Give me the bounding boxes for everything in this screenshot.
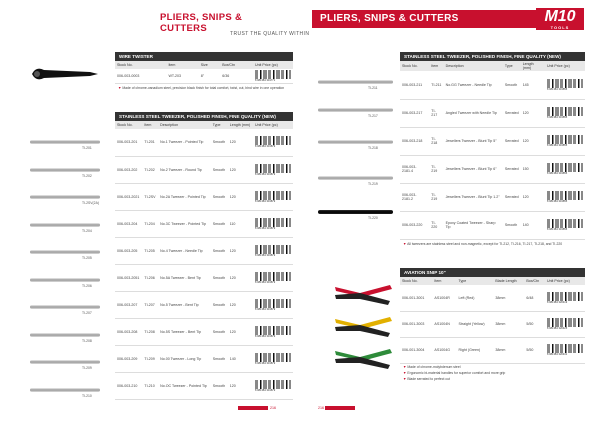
tweezer-image: [30, 333, 100, 337]
column-header: Type: [456, 277, 493, 285]
barcode-number: 8 981384 319879: [255, 145, 276, 149]
barcode-number: 8 981384 319855: [547, 87, 568, 91]
table-row: [115, 264, 293, 291]
table-cell: TI-219: [429, 155, 443, 183]
table-cell: Angled Tweezer with Needle Tip: [444, 99, 503, 127]
table-cell: No.1 Tweezer - Pointed Tip: [158, 129, 211, 156]
tweezer-image-label: TI-209: [82, 366, 92, 370]
snip-yellow: [335, 317, 392, 337]
table-cell: 006-003-2021: [115, 183, 142, 210]
table-cell: TI-219: [429, 183, 443, 211]
tweezer-image-label: TI-2SV(2A): [82, 201, 99, 205]
table-cell: 006-003-202: [115, 156, 142, 183]
tweezer-image: [30, 223, 100, 227]
barcode-graphic: [255, 245, 291, 254]
table-cell: 5/50: [524, 337, 545, 363]
barcode-graphic: [255, 191, 291, 200]
note-text: Blade serrated to perfect cut: [407, 376, 450, 381]
wire-twister-table: [115, 61, 293, 84]
table-cell: TI-201: [142, 129, 158, 156]
table-cell: Smooth: [503, 211, 521, 239]
table-cell: 120: [228, 156, 253, 183]
table-row: [115, 129, 293, 156]
tweezer-image: [30, 140, 100, 144]
table-cell: Jewellers Tweezer - Blunt Tip 6": [444, 155, 503, 183]
aviation-snip-table: [400, 277, 585, 364]
table-cell: Epoxy Coated Tweezer - Sharp Tip: [444, 211, 503, 239]
aviation-snip-note: [400, 376, 585, 382]
table-cell: 006-003-2051: [115, 264, 142, 291]
tweezer-image-label: TI-219: [368, 182, 378, 186]
right-page-title: PLIERS, SNIPS & CUTTERS: [312, 10, 538, 28]
table-cell: No.2A Tweezer - Pointed Tip: [158, 183, 211, 210]
tweezer-right-title: STAINLESS STEEL TWEEZER, POLISHED FINISH, FINE QUALITY (NEW): [400, 52, 585, 61]
table-row: [400, 127, 585, 155]
barcode-cell: [545, 71, 585, 99]
table-cell: AS1004N: [432, 311, 456, 337]
barcode-graphic: [255, 326, 291, 335]
table-cell: TI-205: [142, 237, 158, 264]
tweezer-image-label: TI-218: [368, 146, 378, 150]
snip-green: [335, 349, 392, 369]
table-row: [400, 99, 585, 127]
column-header: Description: [444, 61, 503, 71]
tweezer-image: [30, 388, 100, 392]
column-header: Blade Length: [493, 277, 524, 285]
barcode-cell: [253, 237, 293, 264]
table-cell: 120: [228, 291, 253, 318]
barcode-number: 8 981384 319855: [547, 200, 568, 203]
table-row: [400, 311, 585, 337]
tagline: TRUST THE QUALITY WITHIN: [230, 31, 310, 37]
note-text: Ergonomic bi-material handles for superior comfort and more grip: [407, 370, 506, 375]
table-cell: 5/50: [524, 311, 545, 337]
barcode-number: 8 981384 319771: [255, 79, 276, 82]
table-cell: 38mm: [493, 337, 524, 363]
barcode-graphic: [255, 164, 291, 173]
table-cell: No.GG Tweezer - Needle Tip: [444, 71, 503, 99]
table-cell: 006-001-3004: [400, 337, 432, 363]
table-cell: Serrated: [503, 155, 521, 183]
table-cell: Serrated: [503, 183, 521, 211]
table-cell: No.3C Tweezer - Pointed Tip: [158, 210, 211, 237]
table-cell: 006-003-220: [400, 211, 429, 239]
barcode-number: 8 981384 319879: [255, 280, 276, 284]
table-cell: 140: [521, 211, 545, 239]
table-cell: 006-003-2181.4: [400, 155, 429, 183]
table-cell: 120: [228, 183, 253, 210]
tweezer-image: [30, 250, 100, 254]
tweezer-image-label: TI-208: [82, 338, 92, 343]
column-header: Unit Price (pc): [253, 61, 293, 69]
table-cell: Smooth: [211, 183, 228, 210]
barcode-graphic: [255, 299, 291, 308]
column-header: Unit Price (pc): [545, 277, 585, 285]
table-row: [115, 69, 293, 84]
column-header: Item: [166, 61, 198, 69]
tweezer-image: [318, 108, 393, 112]
table-cell: TI-220: [429, 211, 443, 239]
table-cell: AS1004G: [432, 337, 456, 363]
barcode-cell: [545, 99, 585, 127]
barcode-cell: [253, 69, 293, 84]
table-cell: 006-003-218: [400, 127, 429, 155]
table-cell: 006-003-0003: [115, 69, 166, 84]
table-cell: Smooth: [211, 318, 228, 345]
table-row: [400, 155, 585, 183]
barcode-cell: [253, 372, 293, 399]
table-row: [115, 210, 293, 237]
tweezer-image: [30, 195, 100, 199]
snip-red: [335, 285, 392, 305]
table-cell: 150: [521, 155, 545, 183]
m10-logo: M10 TOOLS: [536, 8, 584, 30]
barcode-graphic: [547, 191, 583, 200]
column-header: Length (mm): [521, 61, 545, 71]
table-cell: No.5S Tweezer - Bent Tip: [158, 318, 211, 345]
wire-twister-note: ▼ Made of chrome-vanadium steel, precision black finish for total comfort, twist, cut, bind wire in one operation: [118, 86, 285, 90]
note-text: Made of chrome-molybdenum steel: [407, 364, 461, 369]
table-cell: No.5A Tweezer - Bent Tip: [158, 264, 211, 291]
barcode-number: 8 981384 319879: [255, 361, 276, 365]
table-cell: TI-204: [142, 210, 158, 237]
barcode-graphic: [547, 318, 583, 327]
column-header: Description: [158, 121, 211, 129]
tweezer-image: [30, 305, 100, 309]
tweezer-image-label: TI-220: [368, 216, 378, 220]
barcode-cell: [253, 210, 293, 237]
column-header: Item: [142, 121, 158, 129]
barcode-graphic: [255, 70, 291, 79]
table-cell: 006-003-210: [115, 372, 142, 399]
table-cell: 6/36: [220, 69, 253, 84]
column-header: Stock No.: [400, 61, 429, 71]
column-header: Stock No.: [115, 121, 142, 129]
table-cell: Smooth: [211, 345, 228, 372]
tweezer-image: [30, 168, 100, 172]
note-bullet-icon: ▼: [403, 376, 408, 381]
table-cell: Left (Red): [456, 285, 493, 311]
barcode-cell: [545, 183, 585, 211]
table-cell: 006-003-217: [400, 99, 429, 127]
table-cell: 006-003-209: [115, 345, 142, 372]
table-row: [115, 318, 293, 345]
table-cell: TI-202: [142, 156, 158, 183]
barcode-graphic: [547, 107, 583, 116]
table-cell: 8": [199, 69, 220, 84]
tweezer-image-label: TI-205: [82, 256, 92, 260]
table-cell: Smooth: [211, 291, 228, 318]
tweezer-image-label: TI-217: [368, 114, 378, 118]
table-cell: TI-210: [142, 372, 158, 399]
table-cell: 120: [228, 264, 253, 291]
table-cell: 006-003-204: [115, 210, 142, 237]
barcode-cell: [253, 345, 293, 372]
table-cell: 120: [521, 127, 545, 155]
table-row: [400, 211, 585, 239]
table-cell: 6/48: [524, 285, 545, 311]
tweezer-image-label: TI-202: [82, 173, 92, 178]
tweezer-image: [318, 176, 393, 180]
tweezer-section-right: [400, 52, 585, 248]
tweezer-image-label: TI-211: [368, 86, 378, 90]
column-header: Box/Ctn: [524, 277, 545, 285]
table-row: [400, 337, 585, 363]
table-cell: 140: [228, 345, 253, 372]
table-cell: 120: [521, 99, 545, 127]
tweezer-image-label: TI-201: [82, 146, 92, 150]
table-row: [400, 71, 585, 99]
barcode-cell: [253, 156, 293, 183]
table-cell: Smooth: [211, 156, 228, 183]
barcode-number: 8 981384 319855: [547, 116, 568, 119]
column-header: Unit Price (pc): [253, 121, 293, 129]
table-cell: 120: [228, 129, 253, 156]
table-cell: 006-003-2181.2: [400, 183, 429, 211]
barcode-graphic: [547, 163, 583, 172]
barcode-number: 8 981384 319855: [547, 228, 568, 231]
tweezer-image: [318, 80, 393, 84]
barcode-cell: [545, 127, 585, 155]
table-cell: Jewellers Tweezer - Blunt Tip 5": [444, 127, 503, 155]
table-cell: TI-206: [142, 264, 158, 291]
barcode-graphic: [255, 136, 291, 145]
barcode-cell: [545, 155, 585, 183]
barcode-graphic: [255, 380, 291, 389]
table-cell: 120: [228, 318, 253, 345]
barcode-cell: [253, 129, 293, 156]
barcode-graphic: [547, 292, 583, 301]
table-cell: AS1004R: [432, 285, 456, 311]
table-cell: No.2 Tweezer - Round Tip: [158, 156, 211, 183]
left-page-number: 216: [238, 406, 276, 410]
barcode-cell: [545, 211, 585, 239]
tweezer-image: [30, 360, 100, 364]
table-cell: 120: [521, 183, 545, 211]
barcode-cell: [545, 311, 585, 337]
table-cell: TI-2SV: [142, 183, 158, 210]
table-cell: TI-209: [142, 345, 158, 372]
barcode-graphic: [547, 79, 583, 88]
table-cell: TI-211: [429, 71, 443, 99]
tweezer-image-label: TI-204: [82, 228, 92, 233]
table-cell: WT-203: [166, 69, 198, 84]
table-row: [115, 291, 293, 318]
table-cell: 38mm: [493, 285, 524, 311]
tweezer-section-left: [115, 112, 293, 400]
aviation-snip-section: [400, 268, 585, 382]
barcode-number: 8 981384 319879: [255, 334, 276, 338]
left-page-title: PLIERS, SNIPS & CUTTERS: [160, 12, 243, 34]
table-row: [115, 156, 293, 183]
barcode-number: 8 981384 319855: [547, 172, 568, 175]
table-cell: Smooth: [503, 71, 521, 99]
table-cell: No.OC Tweezer - Pointed Tip: [158, 372, 211, 399]
barcode-number: 8 981384 320431: [547, 353, 568, 356]
table-row: [400, 183, 585, 211]
table-cell: TI-207: [142, 291, 158, 318]
table-cell: Right (Green): [456, 337, 493, 363]
table-cell: No.5 Tweezer - Bent Tip: [158, 291, 211, 318]
barcode-number: 8 981384 319879: [255, 226, 276, 230]
table-cell: TI-218: [429, 127, 443, 155]
barcode-cell: [545, 337, 585, 363]
table-cell: Smooth: [211, 129, 228, 156]
table-cell: Serrated: [503, 99, 521, 127]
table-cell: 120: [228, 372, 253, 399]
table-cell: 006-003-208: [115, 318, 142, 345]
column-header: Item: [429, 61, 443, 71]
table-cell: 006-003-211: [400, 71, 429, 99]
column-header: Size: [199, 61, 220, 69]
column-header: Stock No.: [115, 61, 166, 69]
table-cell: 006-003-207: [115, 291, 142, 318]
table-cell: 006-001-3003: [400, 311, 432, 337]
barcode-graphic: [255, 353, 291, 362]
column-header: Type: [503, 61, 521, 71]
tweezer-left-title: STAINLESS STEEL TWEEZER, POLISHED FINISH, FINE QUALITY (NEW): [115, 112, 293, 121]
barcode-number: 8 981384 319879: [255, 307, 276, 311]
table-cell: Straight (Yellow): [456, 311, 493, 337]
barcode-number: 8 981384 319855: [547, 144, 568, 147]
column-header: Box/Ctn: [220, 61, 253, 69]
table-row: [115, 372, 293, 399]
table-row: [115, 183, 293, 210]
barcode-cell: [545, 285, 585, 311]
table-cell: Serrated: [503, 127, 521, 155]
table-cell: No.00 Tweezer - Long Tip: [158, 345, 211, 372]
right-page-number: 216: [318, 406, 357, 410]
barcode-number: 8 981384 320419: [547, 300, 568, 304]
note-bullet-icon: ▼: [403, 364, 408, 369]
barcode-graphic: [255, 218, 291, 227]
tweezer-image: [30, 278, 100, 282]
barcode-graphic: [547, 135, 583, 144]
barcode-cell: [253, 264, 293, 291]
table-cell: 145: [521, 71, 545, 99]
column-header: Unit Price (pc): [545, 61, 585, 71]
wire-twister-section: [115, 52, 293, 92]
table-cell: Smooth: [211, 372, 228, 399]
aviation-snip-images: [330, 275, 400, 375]
barcode-cell: [253, 318, 293, 345]
table-cell: Smooth: [211, 237, 228, 264]
barcode-number: 8 981384 320425: [547, 327, 568, 330]
table-cell: No.4 Tweezer - Needle Tip: [158, 237, 211, 264]
barcode-graphic: [255, 272, 291, 281]
barcode-number: 8 981384 319879: [255, 388, 276, 392]
table-cell: Smooth: [211, 210, 228, 237]
table-row: [115, 345, 293, 372]
table-cell: 006-001-3001: [400, 285, 432, 311]
barcode-number: 8 981384 319879: [255, 199, 276, 203]
table-cell: 110: [228, 210, 253, 237]
tweezer-right-note: ▼ All tweezers are stainless steel and non-magnetic, except for TI-212, TI-216, TI-217, TI-218, and TI-220: [403, 241, 563, 246]
barcode-number: 8 981384 319879: [255, 253, 276, 257]
column-header: Length (mm): [228, 121, 253, 129]
table-row: [115, 237, 293, 264]
column-header: Stock No.: [400, 277, 432, 285]
table-cell: 006-003-201: [115, 129, 142, 156]
tweezer-image-label: TI-210: [82, 393, 92, 398]
tweezer-image-label: TI-206: [82, 283, 92, 288]
table-cell: Jewellers Tweezer - Blunt Tip 1.2": [444, 183, 503, 211]
tweezer-image: [318, 140, 393, 144]
aviation-snip-notes: [400, 364, 585, 382]
column-header: Type: [211, 121, 228, 129]
tweezer-image: [318, 210, 393, 214]
wire-twister-image: [30, 62, 100, 86]
column-header: Item: [432, 277, 456, 285]
tweezer-image-label: TI-207: [82, 311, 92, 315]
wire-twister-title: WIRE TWISTER: [115, 52, 293, 61]
note-bullet-icon: ▼: [403, 370, 408, 375]
aviation-snip-title: AVIATION SNIP 10": [400, 268, 585, 277]
barcode-cell: [253, 291, 293, 318]
table-cell: TI-217: [429, 99, 443, 127]
table-cell: TI-208: [142, 318, 158, 345]
table-cell: 38mm: [493, 311, 524, 337]
barcode-graphic: [547, 219, 583, 228]
barcode-number: 8 981384 319879: [255, 172, 276, 176]
tweezer-right-table: [400, 61, 585, 240]
tweezer-left-table: [115, 121, 293, 400]
barcode-graphic: [547, 344, 583, 353]
table-row: [400, 285, 585, 311]
table-cell: Smooth: [211, 264, 228, 291]
barcode-cell: [253, 183, 293, 210]
table-cell: 006-003-205: [115, 237, 142, 264]
table-cell: 120: [228, 237, 253, 264]
